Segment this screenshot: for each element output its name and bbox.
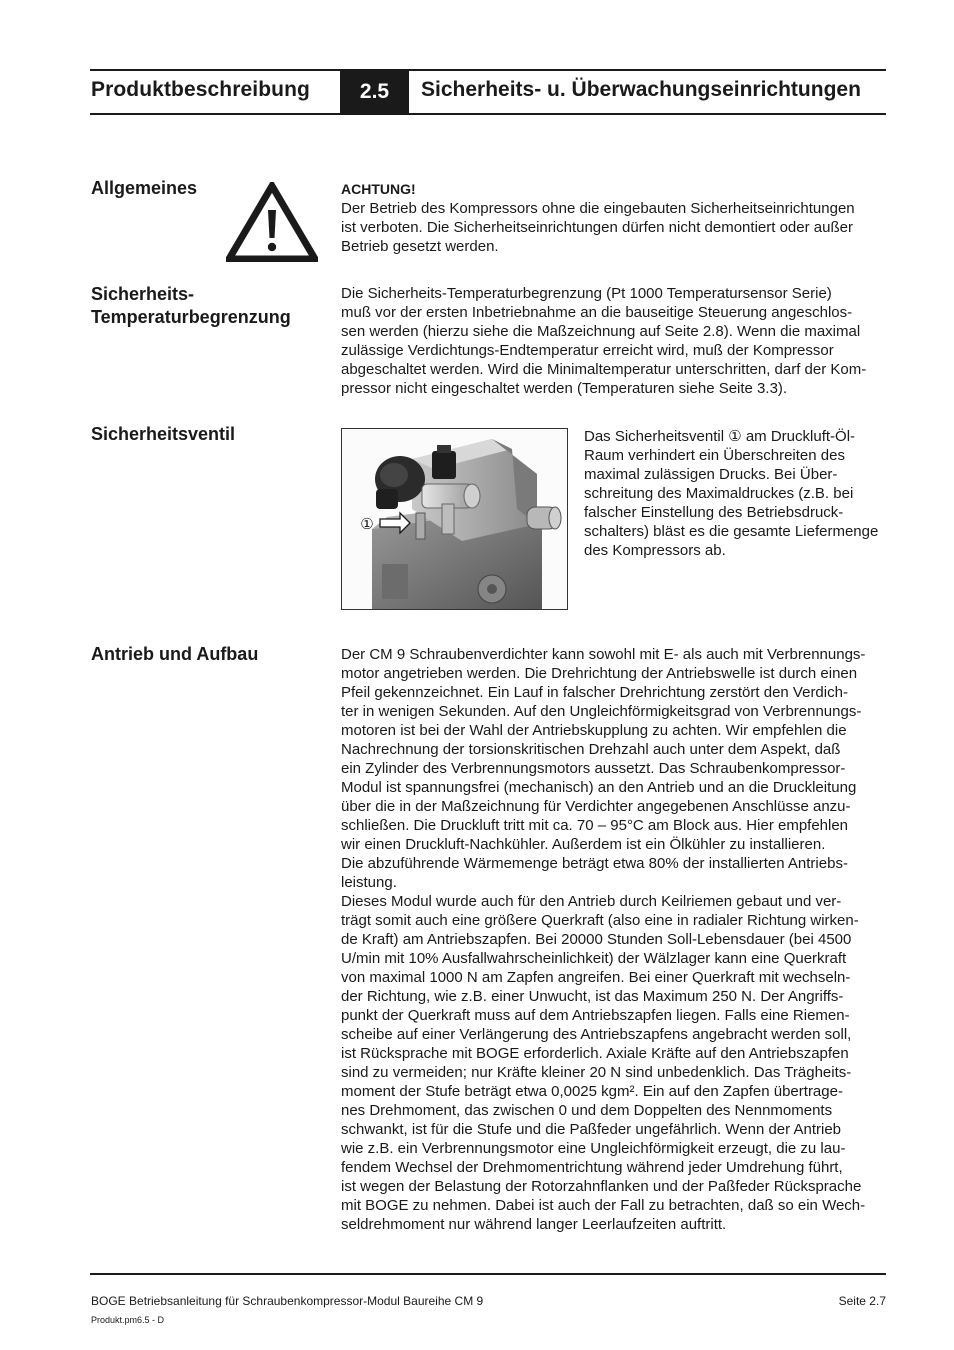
text-line: schreitung des Maximaldruckes (z.B. bei [584,485,854,502]
footer-rule [90,1273,886,1275]
text-line: mit BOGE zu nehmen. Dabei ist auch der Fall zu betrachten, daß so ein Wech- [341,1197,866,1214]
page-number: Seite 2.7 [838,1294,886,1308]
text-line: Der CM 9 Schraubenverdichter kann sowohl mit E- als auch mit Verbrennungs- [341,646,866,663]
section-title: Produktbeschreibung [91,78,310,101]
text-line: Die abzuführende Wärmemenge beträgt etwa 80% der installierten Antriebs- [341,855,848,872]
text-line: motor angetrieben werden. Die Drehrichtung der Antriebswelle ist durch einen [341,665,858,682]
callout-number: ① [360,515,374,533]
text-line: U/min mit 10% Ausfallwahrscheinlichkeit) der Wälzlager kann eine Querkraft [341,950,847,967]
text-line: wir einen Druckluft-Nachkühler. Außerdem ist ein Ölkühler zu installieren. [341,836,826,853]
text-line: moment der Stufe beträgt etwa 0,0025 kgm². Ein auf den Zapfen übertrage- [341,1083,843,1100]
text-line: schwankt, ist für die Stufe und die Paßfeder ungefährlich. Wenn der Antrieb [341,1121,842,1138]
text-line: Raum verhindert ein Überschreiten des [584,447,845,464]
text-line: des Kompressors ab. [584,542,726,559]
text-line: Nachrechnung der torsionskritischen Drehzahl auch unter dem Aspekt, daß [341,741,841,758]
text-line: ist Rücksprache mit BOGE erforderlich. Axiale Kräfte auf den Antriebszapfen [341,1045,849,1062]
text-line: abgeschaltet werden. Wird die Minimaltemperatur unterschritten, darf der Kom- [341,361,867,378]
text-line: sind zu vermeiden; nur Kräfte kleiner 20 N sind unbedenklich. Das Trägheits- [341,1064,852,1081]
text-line: Pfeil gekennzeichnet. Ein Lauf in falscher Drehrichtung zerstört den Verdich- [341,684,848,701]
text-line: maximal zulässigen Drucks. Bei Über- [584,466,838,483]
heading-allgemeines: Allgemeines [91,178,198,198]
temperatur-paragraph [341,284,887,398]
text-line: trägt somit auch eine größere Querkraft (also eine in radialer Richtung wirken- [341,912,859,929]
text-line: ein Zylinder des Verbrennungsmotors aussetzt. Das Schraubenkompressor- [341,760,846,777]
antrieb-paragraph [341,645,887,1234]
heading-antrieb: Antrieb und Aufbau [91,644,259,664]
header-rule-bottom [90,113,886,115]
ventil-paragraph [584,427,888,560]
heading-sicherheitsventil: Sicherheitsventil [91,424,236,444]
text-line: ist verboten. Die Sicherheitseinrichtungen dürfen nicht demontiert oder außer [341,219,853,236]
text-line: Betrieb gesetzt werden. [341,238,499,255]
text-line: seldrehmoment nur während langer Leerlaufzeiten auftritt. [341,1216,727,1233]
text-line: schließen. Die Druckluft tritt mit ca. 70 – 95°C am Block aus. Hier empfehlen [341,817,849,834]
heading-temperaturbegrenzung [91,283,291,329]
text-line: pressor nicht eingeschaltet werden (Temperaturen siehe Seite 3.3). [341,380,788,397]
text-line: punkt der Querkraft muss auf dem Antriebszapfen liegen. Falls eine Riemen- [341,1007,850,1024]
text-line: Das Sicherheitsventil ① am Druckluft-Öl- [584,428,856,445]
warning-title: ACHTUNG! [341,181,416,197]
text-line: ter in wenigen Sekunden. Auf den Ungleichförmigkeitsgrad von Verbrennungs- [341,703,862,720]
warning-block [341,180,887,256]
text-line: über die in der Maßzeichnung für Verdichter angegebenen Anschlüsse anzu- [341,798,851,815]
header-rule-top [90,69,886,71]
text-line: Die Sicherheits-Temperaturbegrenzung (Pt 1000 Temperatursensor Serie) [341,285,832,302]
footer-title: BOGE Betriebsanleitung für Schraubenkompressor-Modul Baureihe CM 9 [91,1294,484,1308]
text-line: von maximal 1000 N am Zapfen angreifen. Bei einer Querkraft mit wechseln- [341,969,851,986]
section-number: 2.5 [340,70,409,114]
text-line: nes Drehmoment, das zwischen 0 und dem Doppelten des Nennmoments [341,1102,833,1119]
text-line: Der Betrieb des Kompressors ohne die eingebauten Sicherheitseinrichtungen [341,200,855,217]
heading-line: Sicherheits- [91,284,195,304]
compressor-photo [341,428,568,610]
text-line: falscher Einstellung des Betriebsdruck- [584,504,844,521]
text-line: zulässige Verdichtungs-Endtemperatur erreicht wird, muß der Kompressor [341,342,834,359]
text-line: der Richtung, wie z.B. einer Unwucht, ist das Maximum 250 N. Der Angriffs- [341,988,844,1005]
warning-triangle-icon [226,182,318,262]
text-line: Modul ist spannungsfrei (mechanisch) an den Antrieb und an die Druckleitung [341,779,857,796]
text-line: ist wegen der Belastung der Rotorzahnflanken und der Paßfeder Rücksprache [341,1178,862,1195]
text-line: motoren ist bei der Wahl der Antriebskupplung zu achten. Wir empfehlen die [341,722,847,739]
text-line: scheibe auf einer Verlängerung des Antriebszapfens angebracht werden soll, [341,1026,852,1043]
heading-line: Temperaturbegrenzung [91,307,291,327]
text-line: schalters) bläst es die gesamte Liefermenge [584,523,879,540]
text-line: muß vor der ersten Inbetriebnahme an die bauseitige Steuerung angeschlos- [341,304,853,321]
chapter-title: Sicherheits- u. Überwachungseinrichtungen [421,78,861,101]
text-line: wie z.B. ein Verbrennungsmotor eine Ungleichförmigkeit erzeugt, die zu lau- [341,1140,846,1157]
file-reference: Produkt.pm6.5 - D [91,1315,165,1325]
text-line: Dieses Modul wurde auch für den Antrieb durch Keilriemen gebaut und ver- [341,893,842,910]
text-line: fendem Wechsel der Drehmomentrichtung während jeder Umdrehung führt, [341,1159,843,1176]
compressor-illustration [342,429,567,609]
text-line: de Kraft) am Antriebszapfen. Bei 20000 Stunden Soll-Lebensdauer (bei 4500 [341,931,852,948]
text-line: sen werden (hierzu siehe die Maßzeichnung auf Seite 2.8). Wenn die maximal [341,323,861,340]
text-line: leistung. [341,874,397,891]
